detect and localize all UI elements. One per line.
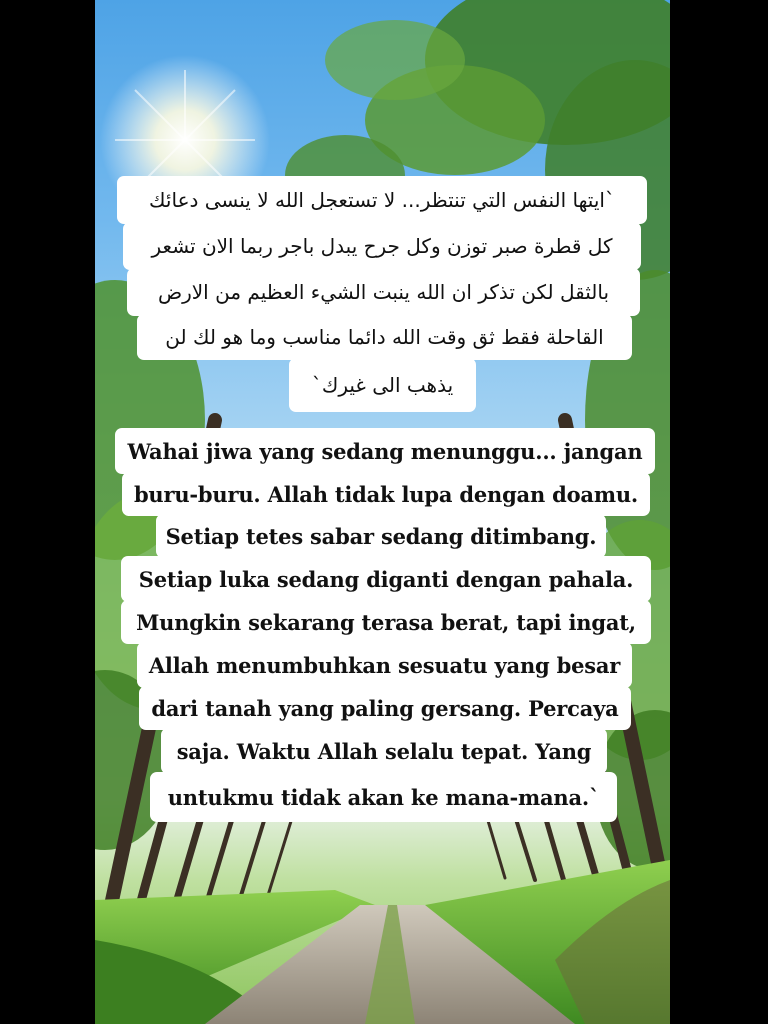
arabic-caption-line: يذهب الى غيرك` [289,358,476,412]
indonesian-caption-line: Allah menumbuhkan sesuatu yang besar [137,642,632,688]
indonesian-caption-line: Setiap luka sedang diganti dengan pahala. [121,556,651,602]
arabic-caption-line: بالثقل لكن تذكر ان الله ينبت الشيء العظيم من الارض [127,268,640,316]
indonesian-caption-line: dari tanah yang paling gersang. Percaya [139,686,631,730]
arabic-caption-line: القاحلة فقط ثق وقت الله دائما مناسب وما هو لك لن [137,314,632,360]
indonesian-caption-line: saja. Waktu Allah selalu tepat. Yang [161,728,607,774]
arabic-caption-line: `ايتها النفس التي تنتظر... لا تستعجل الله لا ينسى دعائك [117,176,647,224]
indonesian-caption-line: Wahai jiwa yang sedang menunggu... jangan [115,428,655,474]
indonesian-caption-line: Mungkin sekarang terasa berat, tapi ingat, [121,600,651,644]
arabic-caption-line: كل قطرة صبر توزن وكل جرح يبدل باجر ربما الان تشعر [123,222,641,270]
indonesian-caption-line: Setiap tetes sabar sedang ditimbang. [156,514,606,558]
indonesian-caption-line: buru-buru. Allah tidak lupa dengan doamu. [122,472,650,516]
indonesian-caption-line: untukmu tidak akan ke mana-mana.` [150,772,617,822]
